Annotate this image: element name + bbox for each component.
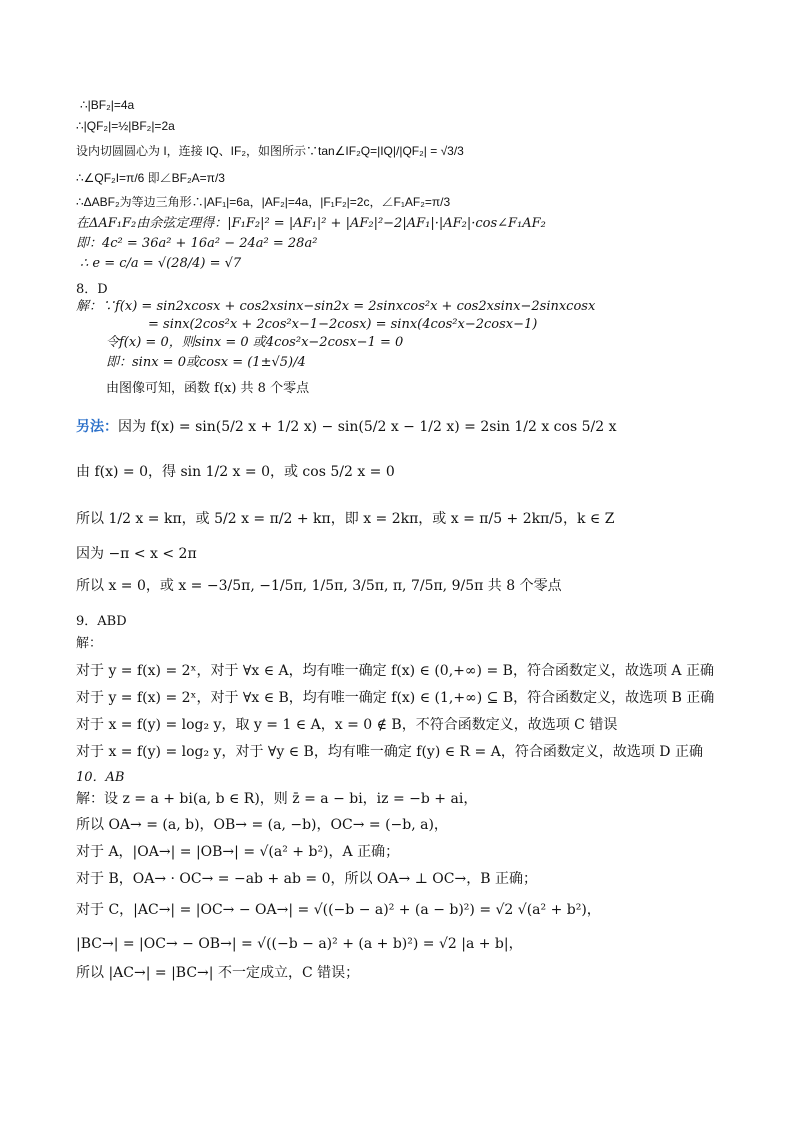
line-18: 因为 −π < x < 2π — [76, 546, 197, 562]
line-29: 对于 A，|OA→| = |OB→| = √(a² + b²)，A 正确； — [76, 844, 400, 860]
line-4: ∴∠QF₂I=π/6 即∠BF₂A=π/3 — [76, 171, 225, 185]
line-13: 即：sinx = 0或cosx = (1±√5)/4 — [106, 355, 306, 370]
alt-method-text: 因为 f(x) = sin(5/2 x + 1/2 x) − sin(5/2 x − 1/2 x) = 2sin 1/2 x cos 5/2 x — [118, 419, 617, 435]
line-10: 解：∵f(x) = sin2xcosx + cos2xsinx−sin2x = 2sinxcos²x + cos2xsinx−2sinxcosx — [76, 299, 596, 314]
line-8: ∴ e = c/a = √(28/4) = √7 — [80, 256, 242, 271]
line-17: 所以 1/2 x = kπ，或 5/2 x = π/2 + kπ，即 x = 2kπ，或 x = π/5 + 2kπ/5，k ∈ Z — [76, 511, 615, 527]
line-14: 由图像可知，函数 f(x) 共 8 个零点 — [106, 381, 310, 396]
line-27: 解：设 z = a + bi(a, b ∈ R)，则 z̄ = a − bi，iz = −b + ai， — [76, 791, 478, 807]
line-15-alt — [76, 420, 616, 434]
line-25: 对于 x = f(y) = log₂ y，对于 ∀y ∈ B，均有唯一确定 f(y) ∈ R = A，符合函数定义，故选项 D 正确 — [76, 744, 703, 760]
line-12: 令f(x) = 0，则sinx = 0 或4cos²x−2cosx−1 = 0 — [106, 335, 404, 350]
alt-method-label: 另法： — [76, 419, 118, 435]
line-28: 所以 OA→ = (a, b)，OB→ = (a, −b)，OC→ = (−b, a)， — [76, 817, 448, 833]
line-11: = sinx(2cos²x + 2cos²x−1−2cosx) = sinx(4cos²x−2cosx−1) — [148, 317, 538, 332]
line-3: 设内切圆圆心为 I，连接 IQ、IF₂，如图所示∵tan∠IF₂Q=|IQ|/|QF₂| = √3/3 — [76, 144, 464, 158]
line-30: 对于 B，OA→ · OC→ = −ab + ab = 0，所以 OA→ ⊥ OC→，B 正确； — [76, 871, 537, 887]
line-1: ∴|BF₂|=4a — [80, 98, 135, 112]
line-5: ∴ΔABF₂为等边三角形∴|AF₁|=6a，|AF₂|=4a，|F₁F₂|=2c，∠F₁AF₂=π/3 — [76, 195, 451, 209]
line-7: 即：4c² = 36a² + 16a² − 24a² = 28a² — [76, 236, 318, 251]
line-19: 所以 x = 0，或 x = −3/5π, −1/5π, 1/5π, 3/5π, π, 7/5π, 9/5π 共 8 个零点 — [76, 578, 562, 594]
line-24: 对于 x = f(y) = log₂ y，取 y = 1 ∈ A，x = 0 ∉ B，不符合函数定义，故选项 C 错误 — [76, 717, 618, 733]
line-32: |BC→| = |OC→ − OB→| = √((−b − a)² + (a + b)²) = √2 |a + b|， — [76, 936, 523, 952]
line-16: 由 f(x) = 0，得 sin 1/2 x = 0，或 cos 5/2 x = 0 — [76, 464, 395, 480]
line-22: 对于 y = f(x) = 2ˣ，对于 ∀x ∈ A，均有唯一确定 f(x) ∈ (0,+∞) = B，符合函数定义，故选项 A 正确 — [76, 663, 714, 679]
line-2: ∴|QF₂|=½|BF₂|=2a — [76, 119, 175, 133]
line-33: 所以 |AC→| = |BC→| 不一定成立，C 错误； — [76, 965, 360, 981]
line-6: 在ΔAF₁F₂由余弦定理得：|F₁F₂|² = |AF₁|² + |AF₂|²−2|AF₁|·|AF₂|·cos∠F₁AF₂ — [76, 216, 546, 231]
line-26-question-10: 10．AB — [76, 770, 125, 785]
line-31: 对于 C，|AC→| = |OC→ − OA→| = √((−b − a)² + (a − b)²) = √2 √(a² + b²)， — [76, 902, 601, 918]
line-21: 解： — [76, 636, 103, 651]
line-9-question-8: 8．D — [76, 282, 108, 297]
line-23: 对于 y = f(x) = 2ˣ，对于 ∀x ∈ B，均有唯一确定 f(x) ∈ (1,+∞) ⊆ B，符合函数定义，故选项 B 正确 — [76, 690, 715, 706]
line-20-question-9: 9．ABD — [76, 614, 127, 629]
